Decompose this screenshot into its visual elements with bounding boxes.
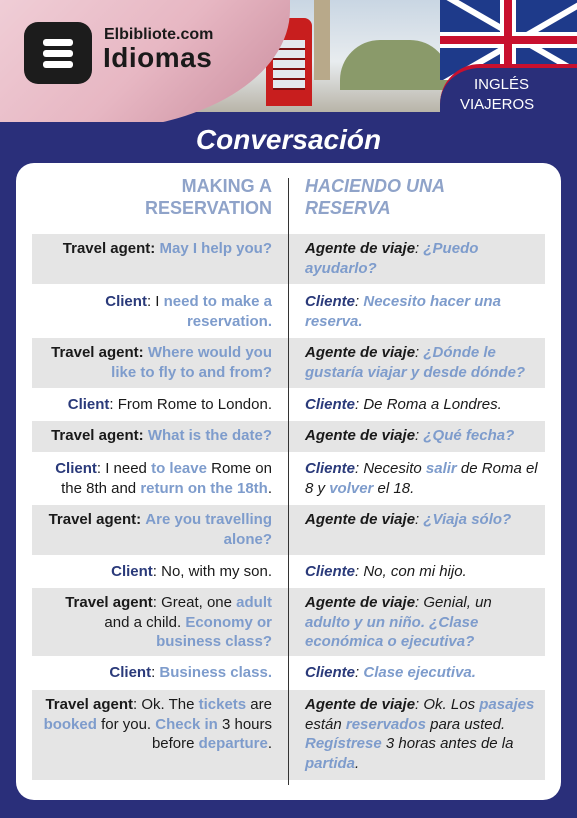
text-segment: : Necesito xyxy=(355,460,426,477)
text-segment: ¿Dónde le gustaría viajar y desde dónde? xyxy=(305,344,526,381)
text-segment: Client xyxy=(111,563,153,580)
text-segment: ¿Viaja sólo? xyxy=(423,511,512,528)
text-segment: : From Rome to London. xyxy=(109,396,272,413)
text-segment: Travel agent xyxy=(65,594,153,611)
text-segment: to leave xyxy=(151,460,207,477)
text-segment: Are you travelling alone? xyxy=(145,511,272,548)
text-segment: 3 horas antes de la xyxy=(381,735,514,752)
text-segment: Cliente xyxy=(305,664,356,681)
category-tag xyxy=(440,64,577,122)
text-segment: Client xyxy=(105,293,147,310)
text-segment: Cliente xyxy=(305,460,356,477)
text-segment: : xyxy=(355,293,364,310)
spanish-line xyxy=(305,510,539,530)
english-line xyxy=(38,593,272,652)
tag-language: INGLÉS xyxy=(474,76,530,93)
trees-image xyxy=(340,40,450,90)
text-segment: booked xyxy=(43,715,97,733)
text-segment: : xyxy=(415,344,424,361)
text-segment: Necesito hacer una reserva. xyxy=(305,293,501,330)
text-segment: Travel agent: xyxy=(51,427,144,444)
text-segment: adult xyxy=(236,594,272,611)
text-segment: : xyxy=(415,511,424,528)
english-line xyxy=(38,292,272,331)
text-segment: Economy or business class? xyxy=(156,613,272,650)
text-segment: and a child. xyxy=(104,613,186,631)
right-column-header: HACIENDO UNA RESERVA xyxy=(305,176,445,218)
spanish-line xyxy=(305,426,539,446)
english-line xyxy=(38,395,272,415)
text-segment: reservados xyxy=(345,715,426,733)
text-segment: salir xyxy=(425,460,457,477)
text-segment: adulto y un niño. ¿Clase económica o ejecutiva? xyxy=(305,613,479,650)
english-line xyxy=(38,426,272,446)
english-line xyxy=(38,459,272,498)
spanish-line xyxy=(305,459,539,498)
text-segment: . xyxy=(267,479,272,497)
text-segment: . xyxy=(355,754,360,772)
text-segment: : xyxy=(415,427,424,444)
english-line xyxy=(38,562,272,582)
text-segment: Cliente xyxy=(305,563,356,580)
english-line xyxy=(38,510,272,549)
text-segment: : No, con mi hijo. xyxy=(355,563,467,580)
spanish-line xyxy=(305,395,539,415)
text-segment: : I xyxy=(146,293,164,310)
text-segment: : xyxy=(415,240,424,257)
text-segment: . xyxy=(267,735,272,752)
text-segment: : I need xyxy=(96,460,152,477)
column-divider xyxy=(288,178,289,785)
spanish-line xyxy=(305,593,539,652)
text-segment: : De Roma a Londres. xyxy=(355,396,502,413)
text-segment: Agente de viaje xyxy=(305,696,416,713)
text-segment: Agente de viaje xyxy=(305,594,416,611)
clock-tower-image xyxy=(314,0,330,80)
left-column-header: MAKING A RESERVATION xyxy=(144,176,272,218)
text-segment: : Genial, un xyxy=(415,594,492,611)
text-segment: Check in xyxy=(155,715,218,733)
text-segment: Agente de viaje xyxy=(305,511,416,528)
text-segment: Agente de viaje xyxy=(305,240,416,257)
spanish-line xyxy=(305,663,539,683)
text-segment: What is the date? xyxy=(147,427,272,444)
text-segment: ¿Puedo ayudarlo? xyxy=(305,240,479,277)
text-segment: Agente de viaje xyxy=(305,427,416,444)
text-segment: Agente de viaje xyxy=(305,344,416,361)
text-segment: : xyxy=(151,664,160,681)
text-segment: Travel agent: xyxy=(48,511,142,528)
text-segment: : Great, one xyxy=(152,594,237,611)
page-title: Conversación xyxy=(195,124,382,155)
spanish-line xyxy=(305,695,539,773)
text-segment: Client xyxy=(55,460,97,477)
text-segment: pasajes xyxy=(479,696,535,713)
spanish-line xyxy=(305,343,539,382)
text-segment: están xyxy=(305,715,346,733)
text-segment: May I help you? xyxy=(159,240,272,257)
brand-name: Idiomas xyxy=(103,42,213,73)
text-segment: Business class. xyxy=(159,664,272,681)
logo-icon xyxy=(24,22,92,84)
spanish-line xyxy=(305,239,539,278)
text-segment: Where would you like to fly to and from? xyxy=(111,344,272,381)
text-segment: 3 hours before xyxy=(151,715,272,752)
text-segment: volver xyxy=(329,479,374,497)
english-line xyxy=(38,343,272,382)
spanish-line xyxy=(305,292,539,331)
text-segment: need to make a reservation. xyxy=(163,293,272,330)
text-segment: de Roma el 8 y xyxy=(305,460,538,497)
english-line xyxy=(38,695,272,754)
text-segment: ¿Qué fecha? xyxy=(423,427,515,444)
text-segment: : No, with my son. xyxy=(152,563,272,580)
text-segment: Travel agent xyxy=(45,696,134,713)
text-segment: departure xyxy=(198,735,268,752)
text-segment: tickets xyxy=(198,696,247,713)
spanish-line xyxy=(305,562,539,582)
text-segment: Clase ejecutiva. xyxy=(363,664,476,681)
text-segment: Cliente xyxy=(305,396,356,413)
text-segment: : Ok. The xyxy=(133,696,199,713)
tag-topic: VIAJEROS xyxy=(460,96,535,113)
english-line xyxy=(38,239,272,259)
text-segment: Cliente xyxy=(305,293,356,310)
text-segment: for you. xyxy=(96,715,156,733)
text-segment: Travel agent: xyxy=(62,240,156,257)
text-segment: Client xyxy=(109,664,152,681)
text-segment: : xyxy=(355,664,364,681)
text-segment: partida xyxy=(305,754,356,772)
text-segment: Client xyxy=(67,396,110,413)
text-segment: are xyxy=(246,696,272,713)
text-segment: : Ok. Los xyxy=(415,696,480,713)
text-segment: Travel agent: xyxy=(51,344,144,361)
english-line xyxy=(38,663,272,683)
brand-site: Elbibliote.com xyxy=(104,26,214,43)
text-segment: Rome on the 8th and xyxy=(61,460,272,497)
text-segment: el 18. xyxy=(373,479,415,497)
text-segment: Regístrese xyxy=(305,735,382,752)
header-banner xyxy=(0,0,577,122)
text-segment: return on the 18th xyxy=(140,479,268,497)
text-segment: para usted. xyxy=(425,715,506,733)
